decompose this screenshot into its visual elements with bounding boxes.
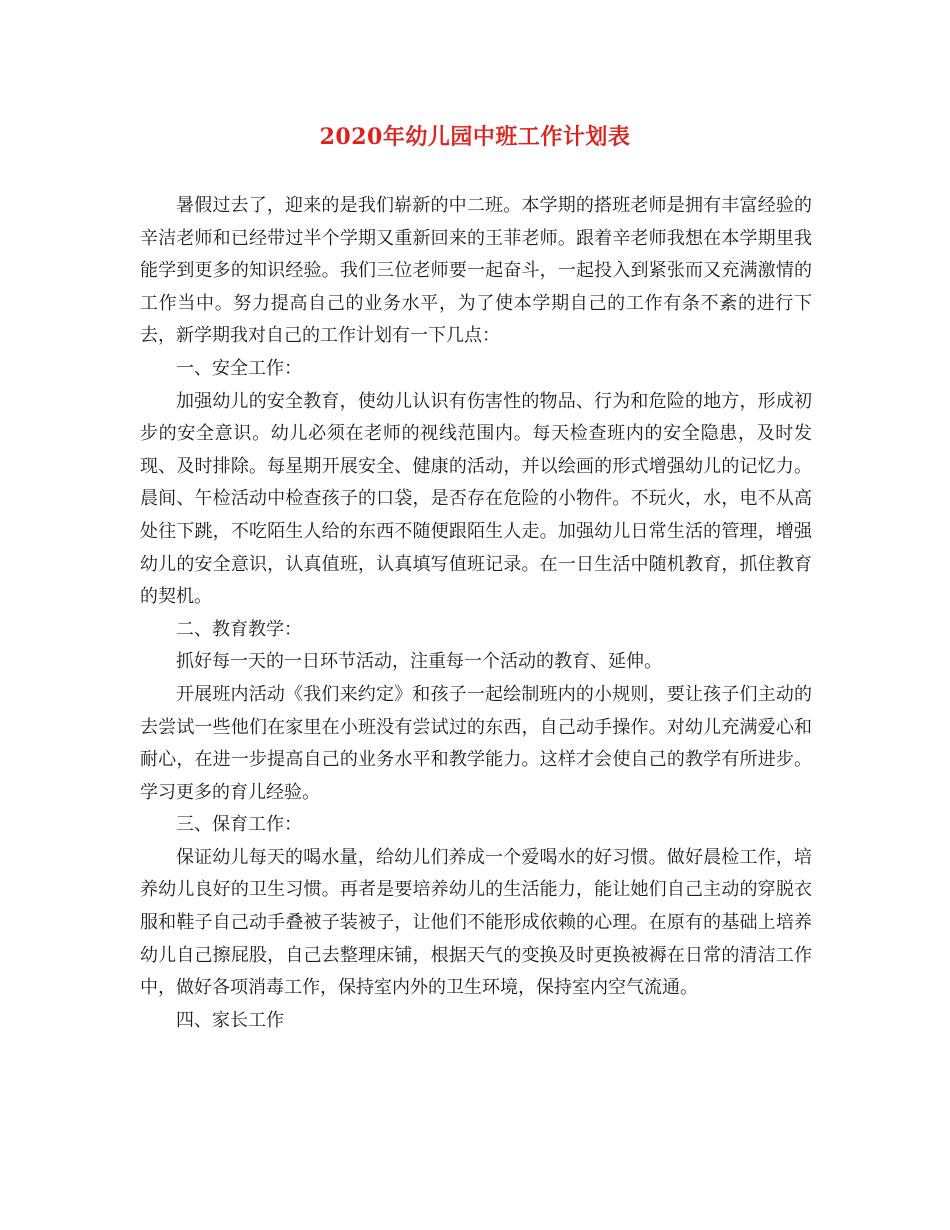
section-heading-parents: 四、家长工作: [176, 1009, 284, 1031]
document-title: 2020年幼儿园中班工作计划表: [319, 124, 631, 150]
intro-paragraph: 暑假过去了，迎来的是我们崭新的中二班。本学期的搭班老师是拥有丰富经验的辛洁老师和已经带过半个学期又重新回来的王菲老师。跟着辛老师我想在本学期里我能学到更多的知识经验。我们三位老师要一起奋斗，一起投入到紧张而又充满激情的工作当中。努力提高自己的业务水平，为了使本学期自己的工作有条不紊的进行下去，新学期我对自己的工作计划有一下几点：: [140, 195, 812, 347]
document-body: [140, 190, 812, 1037]
section-heading-safety: 一、安全工作：: [176, 357, 302, 379]
care-paragraph: 保证幼儿每天的喝水量，给幼儿们养成一个爱喝水的好习惯。做好晨检工作，培养幼儿良好的卫生习惯。再者是要培养幼儿的生活能力，能让她们自己主动的穿脱衣服和鞋子自己动手叠被子装被子，让他们不能形成依赖的心理。在原有的基础上培养幼儿自己擦屁股，自己去整理床铺，根据天气的变换及时更换被褥在日常的清洁工作中，做好各项消毒工作，保持室内外的卫生环境，保持室内空气流通。: [140, 846, 812, 999]
section-heading-education: 二、教育教学：: [176, 618, 302, 640]
section-heading-care: 三、保育工作：: [176, 814, 302, 836]
education-paragraph-2: 开展班内活动《我们来约定》和孩子一起绘制班内的小规则，要让孩子们主动的去尝试一些他们在家里在小班没有尝试过的东西，自己动手操作。对幼儿充满爱心和耐心，在进一步提高自己的业务水平和教学能力。这样才会使自己的教学有所进步。学习更多的育儿经验。: [140, 683, 812, 803]
education-paragraph-1: 抓好每一天的一日环节活动，注重每一个活动的教育、延伸。: [176, 651, 662, 673]
safety-paragraph: 加强幼儿的安全教育，使幼儿认识有伤害性的物品、行为和危险的地方，形成初步的安全意识。幼儿必须在老师的视线范围内。每天检查班内的安全隐患，及时发现、及时排除。每星期开展安全、健康的活动，并以绘画的形式增强幼儿的记忆力。晨间、午检活动中检查孩子的口袋，是否存在危险的小物件。不玩火，水，电不从高处往下跳，不吃陌生人给的东西不随便跟陌生人走。加强幼儿日常生活的管理，增强幼儿的安全意识，认真值班，认真填写值班记录。在一日生活中随机教育，抓住教育的契机。: [140, 390, 812, 608]
